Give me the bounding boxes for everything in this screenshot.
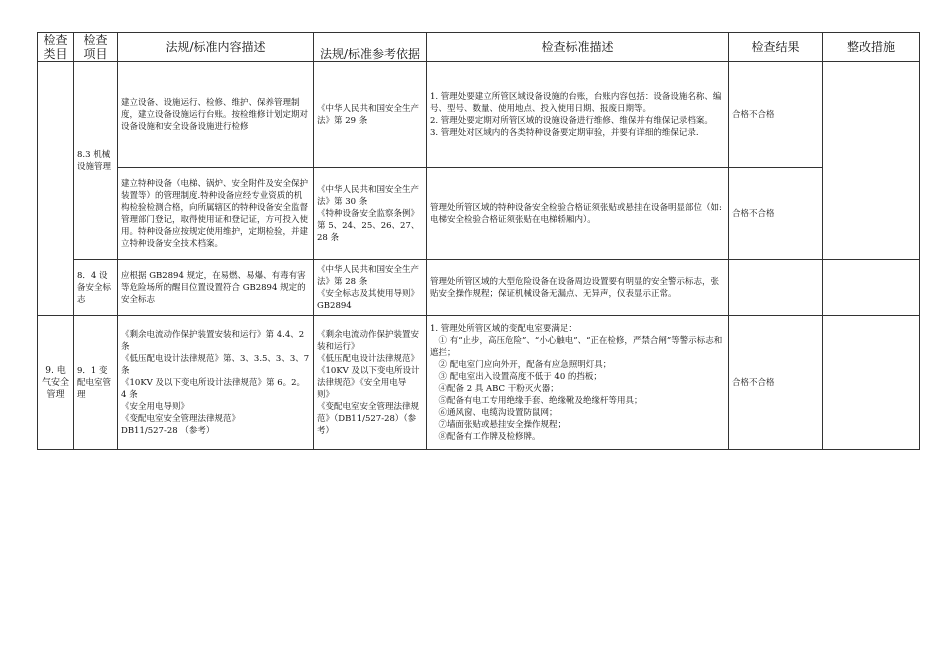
standard-desc-cell: 1. 管理处要建立所管区域设备设施的台账，台账内容包括：设备设施名称、编 号、型号、数量、使用地点、投入使用日期、报废日期等。 2. 管理处要定期对所管区域的设施设备进行维修、维保并有维保记录档案。 3. 管理处对区域内的各类特种设备要定期审验，并要有详细的维保记录. bbox=[427, 62, 729, 168]
regulation-ref-cell: 《剩余电流动作保护装置安装和运行》 《低压配电设计法律规范》 《10KV 及以下变电所设计法律规范》《安全用电导则》 《变配电室安全管理法律规范》（DB11/527-28）（参考） bbox=[314, 316, 427, 450]
category-cell: 9. 电气安全管理 bbox=[38, 316, 74, 450]
result-cell: 合格不合格 bbox=[729, 316, 823, 450]
result-cell: 合格不合格 bbox=[729, 62, 823, 168]
table-row bbox=[38, 168, 920, 260]
table-row bbox=[38, 260, 920, 316]
rectification-cell bbox=[823, 260, 920, 316]
table-row bbox=[38, 62, 920, 168]
header-regulation-desc: 法规/标准内容描述 bbox=[118, 33, 314, 62]
rectification-cell bbox=[823, 316, 920, 450]
header-row bbox=[38, 33, 920, 62]
standard-desc-cell: 管理处所管区域的特种设备安全检验合格证须张贴或悬挂在设备明显部位（如:电梯安全检验合格证须张贴在电梯轿厢内）。 bbox=[427, 168, 729, 260]
header-regulation-ref: 法规/标准参考依据 bbox=[314, 33, 427, 62]
regulation-desc-cell: 建立设备、设施运行、检修、维护、保养管理制度，建立设备设施运行台账。按检维修计划定期对设备设施和安全设备设施进行检修 bbox=[118, 62, 314, 168]
regulation-desc-cell: 应根据 GB2894 规定，在易燃、易爆、有毒有害等危险场所的醒目位置设置符合 GB2894 规定的安全标志 bbox=[118, 260, 314, 316]
standard-desc-cell: 1. 管理处所管区域的变配电室要满足： ① 有“止步，高压危险”、“小心触电”、“正在检修，严禁合闸”等警示标志和遮拦； ② 配电室门应向外开，配备有应急照明灯具； ③ 配电室出入设置高度不低于 40 的挡板； ④配备 2 具 ABC 干粉灭火器； ⑤配备有电工专用绝缘手套、绝缘靴及绝缘杆等用具； ⑥通风窗、电缆沟设置防鼠网； ⑦墙面张贴或悬挂安全操作规程； ⑧配备有工作牌及检修牌。 bbox=[427, 316, 729, 450]
regulation-ref-cell: 《中华人民共和国安全生产法》第 28 条 《安全标志及其使用导则》GB2894 bbox=[314, 260, 427, 316]
header-item: 检查 项目 bbox=[74, 33, 118, 62]
header-rectification: 整改措施 bbox=[823, 33, 920, 62]
rectification-cell bbox=[823, 62, 920, 260]
item-cell: 8.3 机械设施管理 bbox=[74, 62, 118, 260]
header-standard-desc: 检查标准描述 bbox=[427, 33, 729, 62]
standard-desc-cell: 管理处所管区域的大型危险设备在设备周边设置要有明显的安全警示标志，张贴安全操作规程；保证机械设备无漏点、无异声，仪表显示正常。 bbox=[427, 260, 729, 316]
result-cell: 合格不合格 bbox=[729, 168, 823, 260]
table-row bbox=[38, 316, 920, 450]
regulation-desc-cell: 《剩余电流动作保护装置安装和运行》第 4.4、2 条 《低压配电设计法律规范》第、3、3.5、3、3、7 条 《10KV 及以下变电所设计法律规范》第 6。2。4 条 《安全用电导则》 《变配电室安全管理法律规范》 DB11/527-28 （参考） bbox=[118, 316, 314, 450]
item-cell: 8．4 设备安全标志 bbox=[74, 260, 118, 316]
result-cell bbox=[729, 260, 823, 316]
header-category: 检查 类目 bbox=[38, 33, 74, 62]
regulation-ref-cell: 《中华人民共和国安全生产法》第 29 条 bbox=[314, 62, 427, 168]
inspection-table bbox=[37, 32, 920, 450]
header-result: 检查结果 bbox=[729, 33, 823, 62]
item-cell: 9．1 变配电室管理 bbox=[74, 316, 118, 450]
category-cell-empty bbox=[38, 62, 74, 316]
regulation-ref-cell: 《中华人民共和国安全生产法》第 30 条 《特种设备安全监察条例》第 5、24、25、26、27、28 条 bbox=[314, 168, 427, 260]
regulation-desc-cell: 建立特种设备（电梯、锅炉、安全附件及安全保护装置等）的管理制度.特种设备应经专业资质的机构检验检测合格，向所属辖区的特种设备安全监督管理部门登记，取得使用证和登记证，方可投入使用。特种设备应按规定使用维护，定期检验，并建立特种设备安全技术档案。 bbox=[118, 168, 314, 260]
